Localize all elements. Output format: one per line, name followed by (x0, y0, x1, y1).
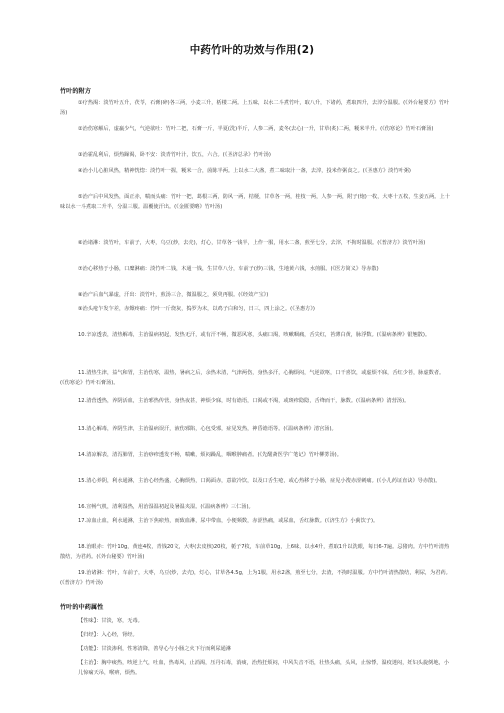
formula-paragraph: ①疗热渴：淡竹叶五升，茯苓，石膏(碎)各三两，小麦三升，栝楼二两。上五味，以水二斗煮竹叶，取八升，下诸药，煮取四升，去滓分温服。(《外台秘要方》竹叶汤) (60, 100, 450, 117)
section-heading-properties: 竹叶的中药属性 (60, 604, 104, 611)
section-heading-formulas: 竹叶的附方 (60, 88, 91, 95)
document-title: 中药竹叶的功效与作用(2) (189, 44, 315, 56)
formula-paragraph: 10.辛凉透表，清热解毒，主治温病初起，发热无汗，或有汗不畅，微恶风寒，头痛口渴，咳嗽咽痛，舌尖红，苔薄白黄，脉浮数。(《温病条辨》银翘散)。 (78, 332, 431, 338)
formula-paragraph: 11.清热生津，益气和胃，主治伤寒，温热，暑病之后，余热未清，气津两伤，身热多汗，心胸烦闷，气逆欲呕，口干喜饮，或虚烦不寐，舌红少苔，脉虚数者。(《伤寒论》竹叶石膏汤)。 (60, 370, 445, 387)
formula-paragraph: 14.清凉解表，清泻肺胃，主治痧疹透发不畅，喘嗽，烦闷躁乱，咽喉肿痛者。(《先醒斋医学广笔记》竹叶柳蒡汤)。 (78, 452, 342, 458)
formula-paragraph: ②治伤寒解后，虚羸少气，气逆欲吐：竹叶二把，石膏一斤，半夏(洗)半斤，人参二两，麦冬(去心)一升，甘草(炙)二两，粳米半升。(《伤寒论》竹叶石膏汤) (78, 126, 434, 132)
formula-paragraph: ⑥治诸淋：淡竹叶，车前子，大枣，乌豆(炒，去壳)，灯心，甘草各一钱半，上作一服，用水二盏，煎至七分，去滓，不拘时温服。(《普济方》淡竹叶汤) (78, 240, 426, 246)
formula-paragraph: 19.治诸淋：竹叶，车前子，大枣，乌豆(炒，去壳)，灯心，甘草各4.5g，上为1服，用水2盏，煎至七分，去渣，不拘时温服。方中竹叶清热散结，利尿，为君药。(《普济方》竹叶汤) (60, 570, 451, 587)
formula-paragraph: 16.宣畅气机，清利湿热，用治湿温初起及暑温夹湿。(《温病条辨》三仁汤)。 (78, 504, 254, 510)
formula-paragraph: 13.清心解毒，养阴生津，主治温病误汗，液伤邪陷，心包受邪，症见发热，神昏谵语等。(《温病条辨》清宫汤)。 (78, 426, 337, 432)
property-row-function: 【功能】：甘淡渗利，性寒清降，善导心与小肠之火下行而利尿通淋 (78, 646, 232, 652)
formula-paragraph: 12.清营透热，养阴活血，主治邪热传营，身热夜甚，神烦少寐，时有谵语，口渴或不渴，或斑疹隐隐，舌绛而干，脉数。(《温病条辨》清营汤)。 (78, 398, 410, 404)
formula-paragraph: ⑨治头疮乍发乍差，赤焮疼痛：竹叶一斤烧灰，捣罗为末，以鸡子白和匀，日三，四上涂之。(《圣惠方》) (78, 306, 315, 312)
formula-paragraph: ③治霍乱利后，烦热躁渴，卧不安：淡青竹叶汁，饮五，六合。(《圣济总录》竹叶汤) (78, 152, 271, 158)
formula-paragraph: 18.治眼赤：竹叶10g，黄连4枚，青钱20文，大枣(去皮核)20枚，栀子7枚，车前草10g，上6味，以水4升，煮取1升以洗眼，每日6-7遍。忌猪肉。方中竹叶清热散结，为君药。(《外台秘要》竹叶汤) (60, 544, 450, 561)
formula-paragraph: ⑧治产后血气暴虚，汗出：淡竹叶，煎汤三合，微温服之，须臾再服。(《经效产宝》) (78, 292, 269, 298)
formula-paragraph: ⑤治产后中风发热，面正赤，喘而头痛：竹叶一把，葛根三两，防风一两，桔梗，甘草各一两，桂枝一两，人参一两，附子(炮)一枚，大枣十五枚，生姜五两。上十味以水一斗煮取二升半，分温三服。温覆使汗出。(《金匮要略》竹叶汤) (60, 194, 450, 211)
property-row-indications: 【主治】：胸中痰热，咳逆上气，吐血，热毒风，止消渴，压丹石毒，消痰，治热狂烦闷，中风失音不语，壮热头痛，头风，止惊悸，温疫迷闷，妊妇头旋倒地，小儿惊痫天吊，喉痹，烦热。 (78, 660, 449, 677)
formula-paragraph: 15.清心养阴，利水通淋，主治心经热盛，心胸烦热，口渴面赤，意欲冷饮，以及口舌生疮，或心热移于小肠，症见小溲赤涩刺痛。(《小儿药证直诀》导赤散)。 (78, 478, 441, 484)
formula-paragraph: ⑦治心移热于小肠，口糜淋痛：淡竹叶二钱，木通一钱，生甘草八分，车前子(炒)三钱，生地黄六钱，水煎服。(《医方简义》导赤散) (78, 266, 379, 272)
property-row-meridian: 【归经】：入心经，肾经。 (78, 632, 138, 638)
property-row-taste: 【性味】：甘淡，寒，无毒。 (78, 618, 143, 624)
formula-paragraph: ④治小儿心脏风热，精神恍惚：淡竹叶一握，粳米一合，茵陈半两。上以水二大盏，煮二味取汁一盏，去滓，投米作粥食之。(《圣惠方》淡竹叶粥) (78, 168, 411, 174)
formula-paragraph: 17.凉血止血，利水通淋，主治下焦瘀热，而致血淋，尿中带血，小便频数，赤涩热痛，或尿血，舌红脉数。(《济生方》小蓟饮子)。 (78, 518, 379, 524)
